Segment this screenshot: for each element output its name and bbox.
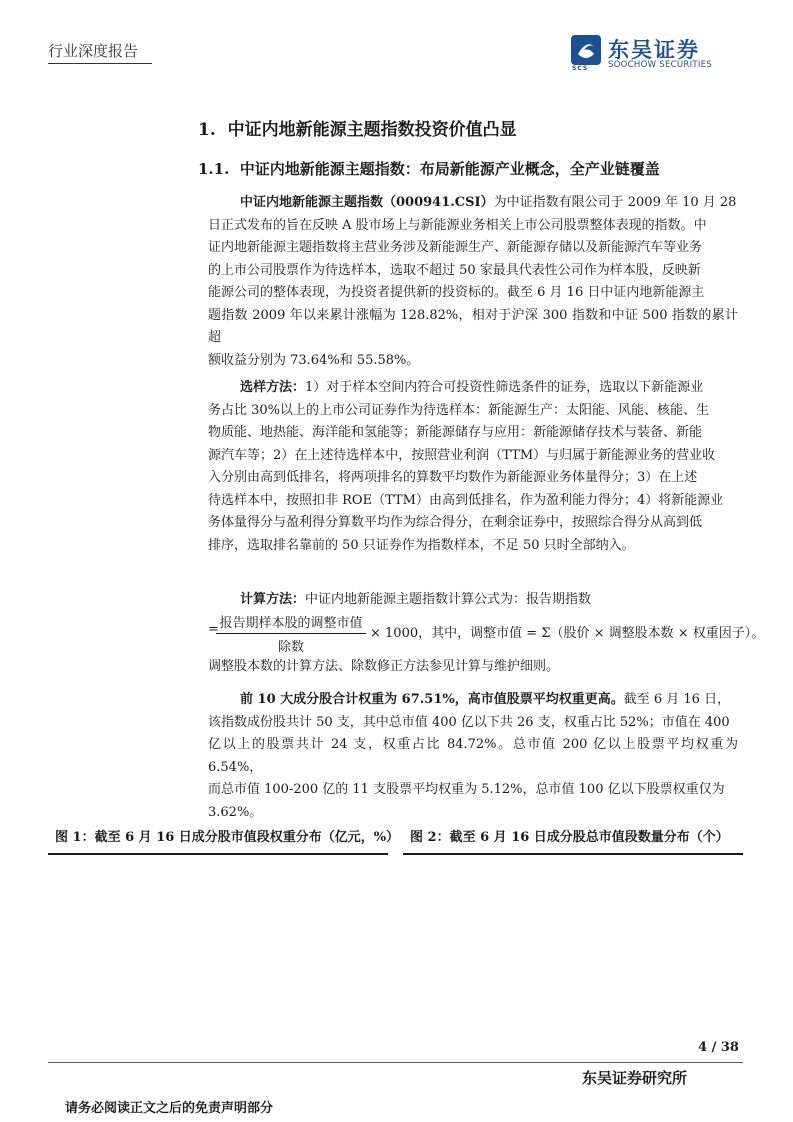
selection-method-label: 选样方法： [240, 380, 306, 395]
paragraph-top10-weight [208, 689, 738, 824]
text-line: 入分别由高到低排名，将两项排名的算数平均数作为新能源业务体量得分；3）在上述 [208, 470, 698, 485]
formula-fraction [216, 612, 366, 655]
logo-chinese-name: 东吴证券 [608, 38, 700, 62]
section-title: 中证内地新能源主题指数投资价值凸显 [227, 120, 517, 140]
text-line: 的上市公司股票作为待选样本，选取不超过 50 家最具代表性公司作为样本股，反映新 [208, 262, 701, 278]
subsection-heading [198, 158, 660, 179]
text-line: 待选样本中，按照扣非 ROE（TTM）由高到低排名，作为盈利能力得分；4）将新能源业 [208, 492, 724, 508]
text-line: 中证内地新能源主题指数计算公式为：报告期指数 [305, 592, 592, 607]
logo-english-name: SOOCHOW SECURITIES [608, 60, 713, 70]
section-heading [198, 115, 517, 140]
text-line: 务占比 30%以上的上市公司证券作为待选样本：新能源生产：太阳能、风能、核能、生 [208, 402, 710, 418]
figure-1-caption: 图 1：截至 6 月 16 日成分股市值段权重分布（亿元，%） [55, 830, 400, 845]
figure-2-caption: 图 2：截至 6 月 16 日成分股总市值段数量分布（个） [410, 830, 729, 845]
figure-1-rule [48, 853, 388, 855]
text-line: 日正式发布的旨在反映 A 股市场上与新能源业务相关上市公司股票整体表现的指数。中 [208, 217, 707, 233]
paragraph-selection-method [208, 377, 738, 557]
figure-2-rule [403, 853, 743, 855]
text-line: 为中证指数有限公司于 2009 年 10 月 28 [493, 195, 737, 210]
report-type-label: 行业深度报告 [48, 42, 139, 60]
calc-method-note: 调整股本数的计算方法、除数修正方法参见计算与维护细则。 [208, 659, 560, 674]
formula-rest: × 1000，其中，调整市值 = Σ（股价 × 调整股本数 × 权重因子）。 [370, 626, 765, 641]
fraction-denominator: 除数 [277, 640, 304, 655]
text-line: 额收益分别为 73.64%和 55.58%。 [208, 352, 420, 368]
formula-equals: = [208, 622, 219, 637]
text-line: 证内地新能源主题指数将主营业务涉及新能源生产、新能源存储以及新能源汽车等业务 [208, 240, 703, 255]
subsection-title: 中证内地新能源主题指数：布局新能源产业概念，全产业链覆盖 [239, 160, 660, 178]
text-line: 题指数 2009 年以来累计涨幅为 128.82%，相对于沪深 300 指数和中证 500 指数的累计超 [208, 307, 738, 345]
text-line: 截至 6 月 16 日， [623, 692, 731, 707]
page-number: 4 / 38 [698, 1040, 739, 1055]
top10-weight-bold: 前 10 大成分股合计权重为 67.51%，高市值股票平均权重更高。 [240, 692, 624, 707]
paragraph-calc-method [208, 589, 738, 612]
calc-method-label: 计算方法： [240, 592, 306, 607]
logo-abbreviation: SCS [572, 65, 589, 72]
text-line: 亿以上的股票共计 24 支，权重占比 84.72%。总市值 200 亿以上股票平均权重为 6.54%， [208, 737, 738, 775]
disclaimer-note: 请务必阅读正文之后的免责声明部分 [65, 1101, 274, 1116]
text-line: 1）对于样本空间内符合可投资性筛选条件的证券，选取以下新能源业 [305, 380, 704, 395]
footer-rule [48, 1062, 743, 1063]
text-line: 而总市值 100-200 亿的 11 支股票平均权重为 5.12%，总市值 100 亿以下股票权重仅为 [208, 782, 725, 797]
text-line: 能源公司的整体表现，为投资者提供新的投资标的。截至 6 月 16 日中证内地新能源主 [208, 285, 705, 300]
text-line: 源汽车等；2）在上述待选样本中，按照营业利润（TTM）与归属于新能源业务的营业收 [208, 447, 716, 463]
index-formula [208, 612, 765, 655]
index-name-bold: 中证内地新能源主题指数（000941.CSI） [240, 195, 494, 210]
text-line: 务体量得分与盈利得分算数平均作为综合得分，在剩余证券中，按照综合得分从高到低 [208, 515, 703, 530]
header-underline [48, 63, 152, 64]
company-logo [570, 34, 740, 74]
paragraph-index-intro [208, 192, 738, 372]
research-institute: 东吴证券研究所 [582, 1069, 688, 1087]
text-line: 排序，选取排名靠前的 50 只证券作为指数样本，不足 50 只时全部纳入。 [208, 537, 635, 553]
subsection-number: 1.1. [198, 160, 230, 178]
text-line: 3.62%。 [208, 804, 263, 820]
fraction-numerator: 报告期样本股的调整市值 [216, 612, 366, 634]
logo-emblem-icon [570, 34, 602, 66]
section-number: 1. [198, 120, 216, 140]
text-line: 该指数成份股共计 50 支，其中总市值 400 亿以下共 26 支，权重占比 52%；市值在 400 [208, 714, 730, 730]
text-line: 物质能、地热能、海洋能和氢能等；新能源储存与应用：新能源储存技术与装备、新能 [208, 425, 703, 440]
